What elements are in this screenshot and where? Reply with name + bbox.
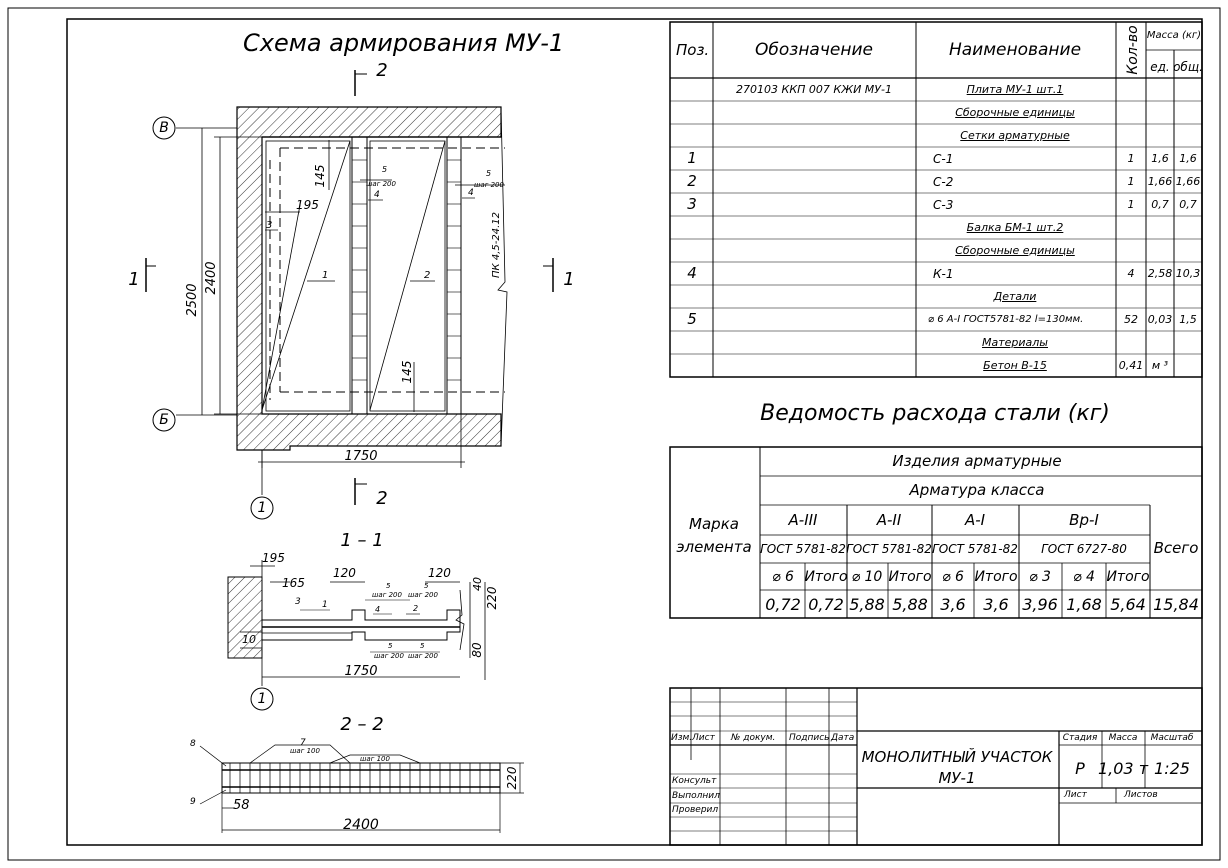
tb-proveril: Проверил: [672, 805, 719, 815]
sec11-axis-label: 1: [257, 691, 267, 707]
tb-stage-label: Стадия: [1062, 733, 1098, 743]
sec11-note-5c-bot: шаг 200: [374, 652, 404, 660]
row-name: Материалы: [982, 336, 1048, 349]
tb-mass: 1,03 т: [1097, 759, 1149, 778]
steel-val-a3-d6: 0,72: [765, 595, 801, 614]
table-row: [670, 124, 1202, 147]
axis-1-label: 1: [257, 500, 267, 516]
tb-izm: Изм.: [671, 733, 693, 743]
steel-col-vr1-total: Итого: [1106, 569, 1150, 585]
header-designation: Обозначение: [755, 40, 873, 60]
sec11-dim-165: 165: [282, 576, 305, 590]
header-pos: Поз.: [676, 41, 710, 59]
sec11-note-5b-bot: шаг 200: [408, 591, 438, 599]
row-name: Сборочные единицы: [955, 244, 1075, 257]
table-row: [670, 239, 1202, 262]
header-mass-unit: ед.: [1150, 60, 1170, 74]
steel-val-a1-total: 3,6: [983, 595, 1009, 614]
sec11-note-5d-top: 5: [420, 642, 425, 650]
plan-leader-4b: 4: [468, 188, 474, 198]
steel-table-grid: [670, 447, 1202, 618]
tb-scale: 1:25: [1154, 759, 1190, 778]
mesh-outline: [266, 141, 350, 411]
section-1-1-title: 1 – 1: [340, 530, 384, 551]
table-row: [670, 78, 1202, 101]
sec22-dim-220: 220: [505, 766, 519, 790]
sec22-slab: [222, 763, 500, 793]
tb-scale-label: Масштаб: [1150, 733, 1194, 743]
axis-b-label: Б: [159, 412, 169, 428]
row-name: С-3: [933, 198, 954, 212]
row-name: С-1: [933, 152, 954, 166]
steel-val-a3-total: 0,72: [808, 595, 844, 614]
steel-class-a2: А-II: [876, 511, 902, 529]
header-mass: Масса (кг): [1146, 30, 1202, 41]
tb-vypolnil: Выполнил: [672, 791, 720, 801]
sec11-note-5c-top: 5: [388, 642, 393, 650]
plan-leader-5b-top: 5: [486, 169, 492, 178]
row-unit: 2,58: [1147, 267, 1173, 280]
row-pos: 1: [687, 149, 697, 167]
steel-izdeliya: Изделия арматурные: [892, 452, 1062, 470]
drawing-title: Схема армирования МУ-1: [243, 29, 565, 57]
sec11-note-5a-bot: шаг 200: [372, 591, 402, 599]
row-qty: 1: [1127, 152, 1135, 165]
sec11-dim-120b: 120: [428, 566, 451, 580]
steel-table-title: Ведомость расхода стали (кг): [760, 401, 1110, 426]
section-1-1: [228, 560, 485, 710]
steel-class-a1: А-I: [964, 511, 986, 529]
steel-gost-a2: ГОСТ 5781-82: [846, 542, 932, 556]
steel-class-a3: А-III: [788, 511, 818, 529]
sec11-dim-1750: 1750: [344, 664, 378, 679]
sec22-leader-7: 7: [300, 738, 306, 748]
sec11-dim-220: 220: [485, 586, 499, 610]
steel-col-a3-total: Итого: [804, 569, 848, 585]
cut-mark-right: 1: [563, 269, 575, 290]
table-row: [670, 262, 1202, 285]
plan-leader-5a-bot: шаг 200: [366, 180, 396, 188]
table-row: [670, 285, 1202, 308]
steel-col-a2-total: Итого: [888, 569, 932, 585]
sec22-leader-8: 8: [190, 739, 196, 749]
steel-val-a2-d10: 5,88: [849, 595, 885, 614]
row-pos: 4: [687, 264, 697, 282]
steel-vsego: Всего: [1153, 539, 1199, 557]
tb-data: Дата: [831, 733, 855, 743]
row-name: Балка БМ-1 шт.2: [966, 221, 1064, 234]
cut-mark-bottom: 2: [376, 488, 388, 509]
sec11-dim-10: 10: [242, 633, 256, 646]
steel-col-a2-d10: ⌀ 10: [851, 569, 883, 585]
row-name: Плита МУ-1 шт.1: [966, 83, 1064, 96]
steel-gost-vr1: ГОСТ 6727-80: [1041, 542, 1127, 556]
steel-val-a2-total: 5,88: [892, 595, 928, 614]
steel-col-a3-d6: ⌀ 6: [772, 569, 794, 585]
steel-col-vr1-d4: ⌀ 4: [1073, 569, 1095, 585]
cut-mark-top: 2: [376, 60, 388, 81]
steel-val-vr1-total: 5,64: [1110, 595, 1146, 614]
row-qty: 1: [1127, 198, 1135, 211]
row-total: 10,3: [1175, 267, 1201, 280]
row-name: ⌀ 6 А-I ГОСТ5781-82 l=130мм.: [928, 314, 1084, 325]
steel-gost-a3: ГОСТ 5781-82: [760, 542, 846, 556]
row-qty: 52: [1124, 313, 1138, 326]
tb-mass-label: Масса: [1108, 733, 1138, 743]
steel-elementa: элемента: [676, 538, 752, 556]
dim-2400: 2400: [204, 261, 219, 295]
row-qty: 4: [1127, 267, 1135, 280]
table-row: [670, 216, 1202, 239]
row-unit: 0,7: [1151, 198, 1169, 211]
sec11-dim-80: 80: [470, 642, 484, 658]
table-row: [670, 308, 1202, 331]
sec11-dim-120a: 120: [333, 566, 356, 580]
row-unit: 0,03: [1147, 313, 1173, 326]
row-name: К-1: [933, 267, 954, 281]
rotated-note: ПК 4,5-24.12: [491, 212, 502, 278]
sec11-note-5d-bot: шаг 200: [408, 652, 438, 660]
steel-val-a1-d6: 3,6: [940, 595, 966, 614]
tb-doc: № докум.: [731, 733, 776, 743]
sec11-dim-40: 40: [471, 577, 484, 591]
steel-col-a1-d6: ⌀ 6: [942, 569, 964, 585]
sec11-leader-2: 2: [413, 604, 419, 613]
beam-left: [352, 137, 367, 414]
steel-total-value: 15,84: [1153, 595, 1199, 614]
table-row: [670, 101, 1202, 124]
header-qty: Кол-во: [1125, 25, 1141, 75]
sec22-dim-2400: 2400: [343, 817, 379, 833]
sec11-note-5a-top: 5: [386, 582, 391, 590]
sec11-note-5b-top: 5: [424, 582, 429, 590]
table-row: [670, 331, 1202, 354]
table-row: [670, 354, 1202, 377]
table-row: [670, 193, 1202, 216]
header-name: Наименование: [948, 40, 1082, 60]
tb-title-line1: МОНОЛИТНЫЙ УЧАСТОК: [861, 748, 1053, 766]
dim-145-top: 145: [313, 164, 327, 188]
row-total: 0,7: [1179, 198, 1197, 211]
plan-leader-1: 1: [322, 270, 329, 281]
row-name: С-2: [933, 175, 954, 189]
row-name: Сборочные единицы: [955, 106, 1075, 119]
row-name: Бетон В-15: [983, 359, 1047, 372]
steel-val-vr1-d4: 1,68: [1066, 595, 1102, 614]
tb-podpis: Подпись: [789, 733, 830, 743]
sec22-leader-note2: шаг 100: [360, 755, 390, 763]
steel-col-vr1-d3: ⌀ 3: [1029, 569, 1051, 585]
row-total: 1,6: [1179, 152, 1197, 165]
dim-1750: 1750: [344, 449, 378, 464]
tb-list: Лист: [692, 733, 715, 743]
row-qty: 0,41: [1118, 359, 1144, 372]
sec11-leader-4: 4: [375, 605, 381, 614]
table-row: [670, 147, 1202, 170]
row-qty: 1: [1127, 175, 1135, 188]
row-unit: 1,6: [1151, 152, 1169, 165]
dim-145-bottom: 145: [400, 360, 414, 384]
steel-col-a1-total: Итого: [974, 569, 1018, 585]
tb-sheet-label: Лист: [1064, 790, 1087, 800]
row-unit: м ³: [1151, 359, 1169, 372]
steel-armatura: Арматура класса: [909, 481, 1045, 499]
tb-title-line2: МУ-1: [938, 769, 976, 787]
plan-leader-4a: 4: [374, 190, 380, 200]
row-pos: 2: [687, 172, 697, 190]
steel-marka: Марка: [689, 515, 739, 533]
row-total: 1,66: [1175, 175, 1201, 188]
row-unit: 1,66: [1147, 175, 1173, 188]
tb-konsult: Консульт: [672, 776, 717, 786]
row-name: Детали: [993, 290, 1037, 303]
sec11-leader-1: 1: [322, 600, 328, 610]
tb-stage: Р: [1075, 759, 1085, 778]
dim-2500: 2500: [185, 283, 200, 317]
section-2-2-title: 2 – 2: [340, 714, 384, 735]
row-name: Сетки арматурные: [960, 129, 1070, 142]
cut-mark-left: 1: [128, 269, 140, 290]
steel-gost-a1: ГОСТ 5781-82: [932, 542, 1018, 556]
plan-leader-2: 2: [424, 270, 431, 281]
steel-val-vr1-d3: 3,96: [1022, 595, 1058, 614]
axis-v-label: В: [159, 120, 169, 136]
dim-195: 195: [296, 198, 319, 212]
plan-leader-5a-top: 5: [382, 165, 388, 174]
plan-leader-3: 3: [266, 220, 273, 231]
sec11-dim-195: 195: [262, 551, 285, 565]
row-pos: 5: [687, 310, 697, 328]
sec11-leader-3: 3: [295, 597, 301, 607]
tb-sheets-label: Листов: [1124, 790, 1158, 800]
table-row: [670, 170, 1202, 193]
row-designation: 270103 ККП 007 КЖИ МУ-1: [736, 83, 892, 96]
row-total: 1,5: [1179, 313, 1197, 326]
header-mass-total: общ.: [1173, 60, 1203, 74]
sec22-leader-9: 9: [190, 797, 196, 807]
beam-right: [447, 137, 461, 414]
plan-leader-5b-bot: шаг 200: [474, 181, 504, 189]
row-pos: 3: [687, 195, 697, 213]
sec22-dim-58: 58: [233, 798, 250, 813]
steel-class-vr1: Вр-I: [1069, 511, 1099, 529]
sec22-leader-7-note: шаг 100: [290, 747, 320, 755]
